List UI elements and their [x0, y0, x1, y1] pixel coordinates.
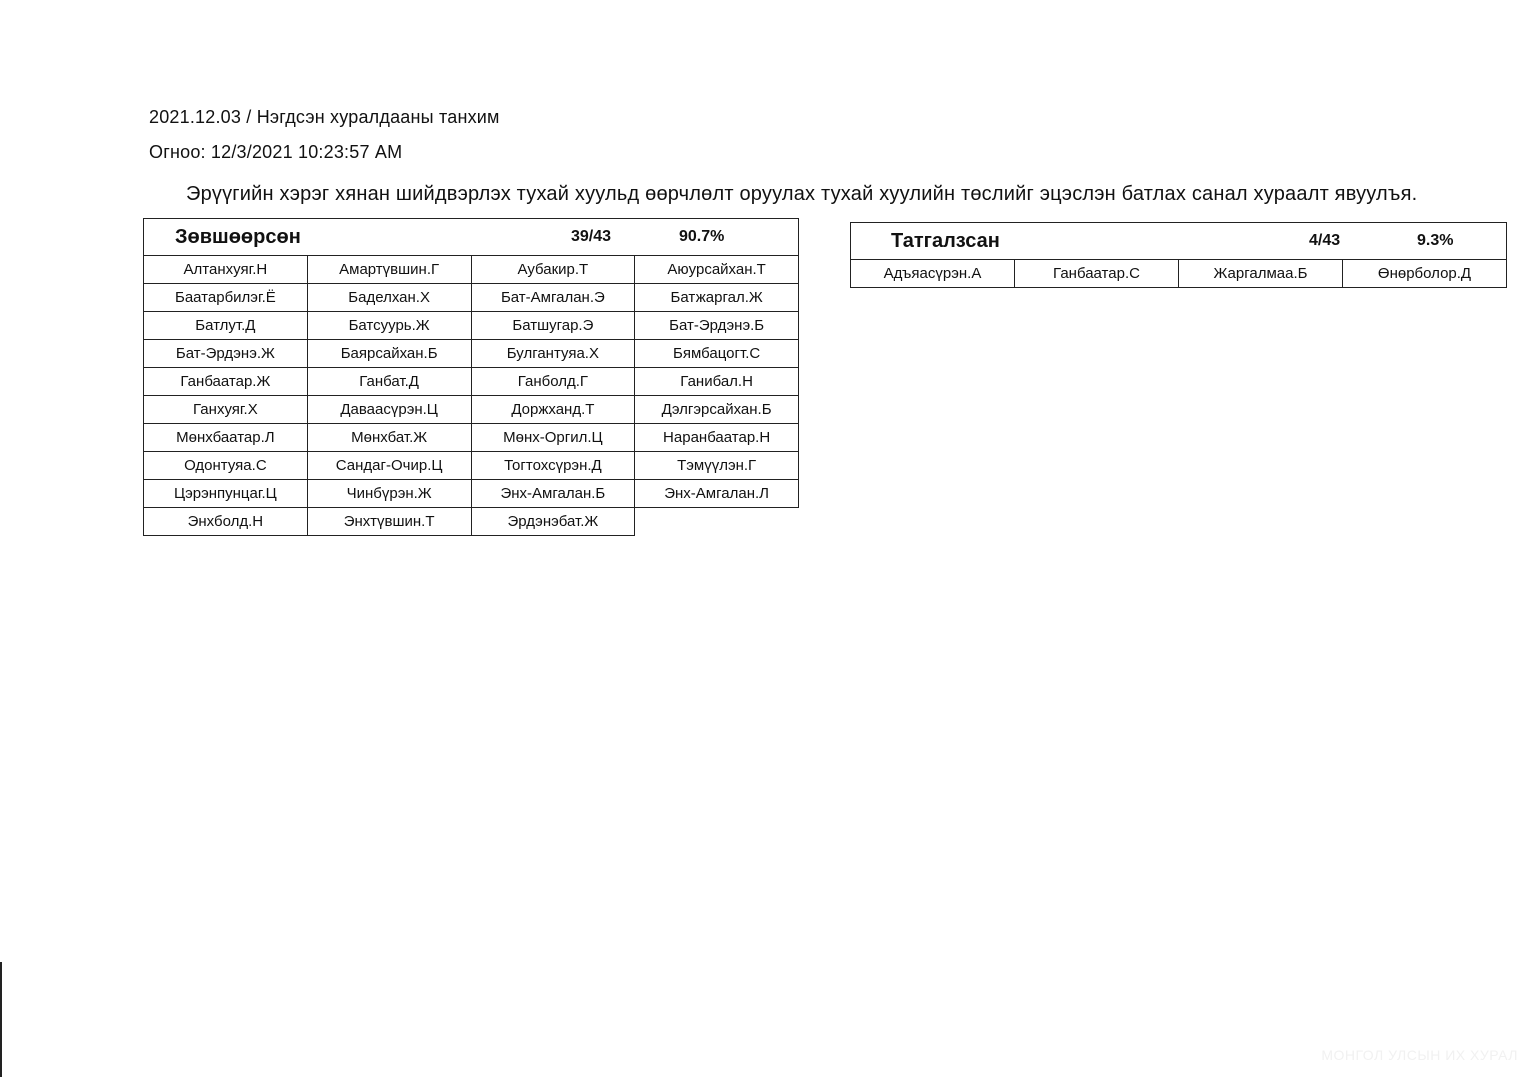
member-name-cell: Аубакир.Т — [471, 256, 635, 284]
approved-header-row — [144, 219, 799, 256]
rejected-header-cell — [851, 223, 1507, 260]
table-row — [144, 396, 799, 424]
member-name-cell: Батшугар.Э — [471, 312, 635, 340]
member-name-cell: Дэлгэрсайхан.Б — [635, 396, 799, 424]
member-name-cell: Жаргалмаа.Б — [1179, 260, 1343, 288]
approved-header-cell — [144, 219, 799, 256]
member-name-cell: Ганболд.Г — [471, 368, 635, 396]
member-name-cell: Ганбаатар.Ж — [144, 368, 308, 396]
table-row — [144, 368, 799, 396]
member-name-cell: Цэрэнпунцаг.Ц — [144, 480, 308, 508]
rejected-names-body — [851, 260, 1507, 288]
approved-names-body — [144, 256, 799, 536]
table-row — [144, 340, 799, 368]
table-row — [144, 508, 799, 536]
member-name-cell: Булгантуяа.Х — [471, 340, 635, 368]
member-name-cell: Батжаргал.Ж — [635, 284, 799, 312]
member-name-cell: Бат-Эрдэнэ.Ж — [144, 340, 308, 368]
member-name-cell: Тэмүүлэн.Г — [635, 452, 799, 480]
member-name-cell: Ганибал.Н — [635, 368, 799, 396]
member-name-cell: Аюурсайхан.Т — [635, 256, 799, 284]
member-name-cell: Батлут.Д — [144, 312, 308, 340]
table-row — [144, 284, 799, 312]
approved-count: 39/43 — [571, 228, 612, 245]
member-name-cell: Мөнх-Оргил.Ц — [471, 424, 635, 452]
member-name-cell: Мөнхбат.Ж — [307, 424, 471, 452]
scan-edge-mark — [0, 962, 2, 1077]
session-location-line: 2021.12.03 / Нэгдсэн хуралдааны танхим — [149, 107, 500, 127]
member-name-cell: Бат-Эрдэнэ.Б — [635, 312, 799, 340]
member-name-cell: Сандаг-Очир.Ц — [307, 452, 471, 480]
table-row — [144, 312, 799, 340]
member-name-cell: Даваасүрэн.Ц — [307, 396, 471, 424]
member-name-cell: Тогтохсүрэн.Д — [471, 452, 635, 480]
member-name-cell: Энх-Амгалан.Б — [471, 480, 635, 508]
session-date-line: Огноо: 12/3/2021 10:23:57 AM — [149, 142, 403, 162]
member-name-cell: Алтанхуяг.Н — [144, 256, 308, 284]
empty-cell — [635, 508, 799, 536]
member-name-cell: Амартүвшин.Г — [307, 256, 471, 284]
table-row — [144, 256, 799, 284]
member-name-cell: Мөнхбаатар.Л — [144, 424, 308, 452]
rejected-count: 4/43 — [1309, 232, 1341, 249]
member-name-cell: Одонтуяа.С — [144, 452, 308, 480]
member-name-cell: Энх-Амгалан.Л — [635, 480, 799, 508]
member-name-cell: Баделхан.Х — [307, 284, 471, 312]
approved-votes-table — [143, 218, 799, 536]
member-name-cell: Энхтүвшин.Т — [307, 508, 471, 536]
member-name-cell: Ганбаатар.С — [1015, 260, 1179, 288]
member-name-cell: Ганбат.Д — [307, 368, 471, 396]
rejected-percent: 9.3% — [1417, 232, 1454, 249]
member-name-cell: Өнөрболор.Д — [1343, 260, 1507, 288]
member-name-cell: Эрдэнэбат.Ж — [471, 508, 635, 536]
motion-text: Эрүүгийн хэрэг хянан шийдвэрлэх тухай хуульд өөрчлөлт оруулах тухай хуулийн төслийг эцэслэн батлах санал хураалт явуулъя. — [186, 183, 1418, 205]
member-name-cell: Ганхуяг.Х — [144, 396, 308, 424]
approved-percent: 90.7% — [679, 228, 725, 245]
table-row — [851, 260, 1507, 288]
member-name-cell: Баярсайхан.Б — [307, 340, 471, 368]
table-row — [144, 452, 799, 480]
member-name-cell: Доржханд.Т — [471, 396, 635, 424]
member-name-cell: Батсуурь.Ж — [307, 312, 471, 340]
member-name-cell: Бямбацогт.С — [635, 340, 799, 368]
rejected-title: Татгалзсан — [891, 229, 1000, 252]
member-name-cell: Энхболд.Н — [144, 508, 308, 536]
watermark-text: МОНГОЛ УЛСЫН ИХ ХУРАЛ — [1321, 1047, 1518, 1063]
rejected-header-row — [851, 223, 1507, 260]
table-row — [144, 424, 799, 452]
member-name-cell: Наранбаатар.Н — [635, 424, 799, 452]
member-name-cell: Адъяасүрэн.А — [851, 260, 1015, 288]
member-name-cell: Бат-Амгалан.Э — [471, 284, 635, 312]
table-row — [144, 480, 799, 508]
member-name-cell: Чинбүрэн.Ж — [307, 480, 471, 508]
approved-title: Зөвшөөрсөн — [175, 225, 301, 248]
rejected-votes-table — [850, 222, 1507, 288]
member-name-cell: Баатарбилэг.Ё — [144, 284, 308, 312]
